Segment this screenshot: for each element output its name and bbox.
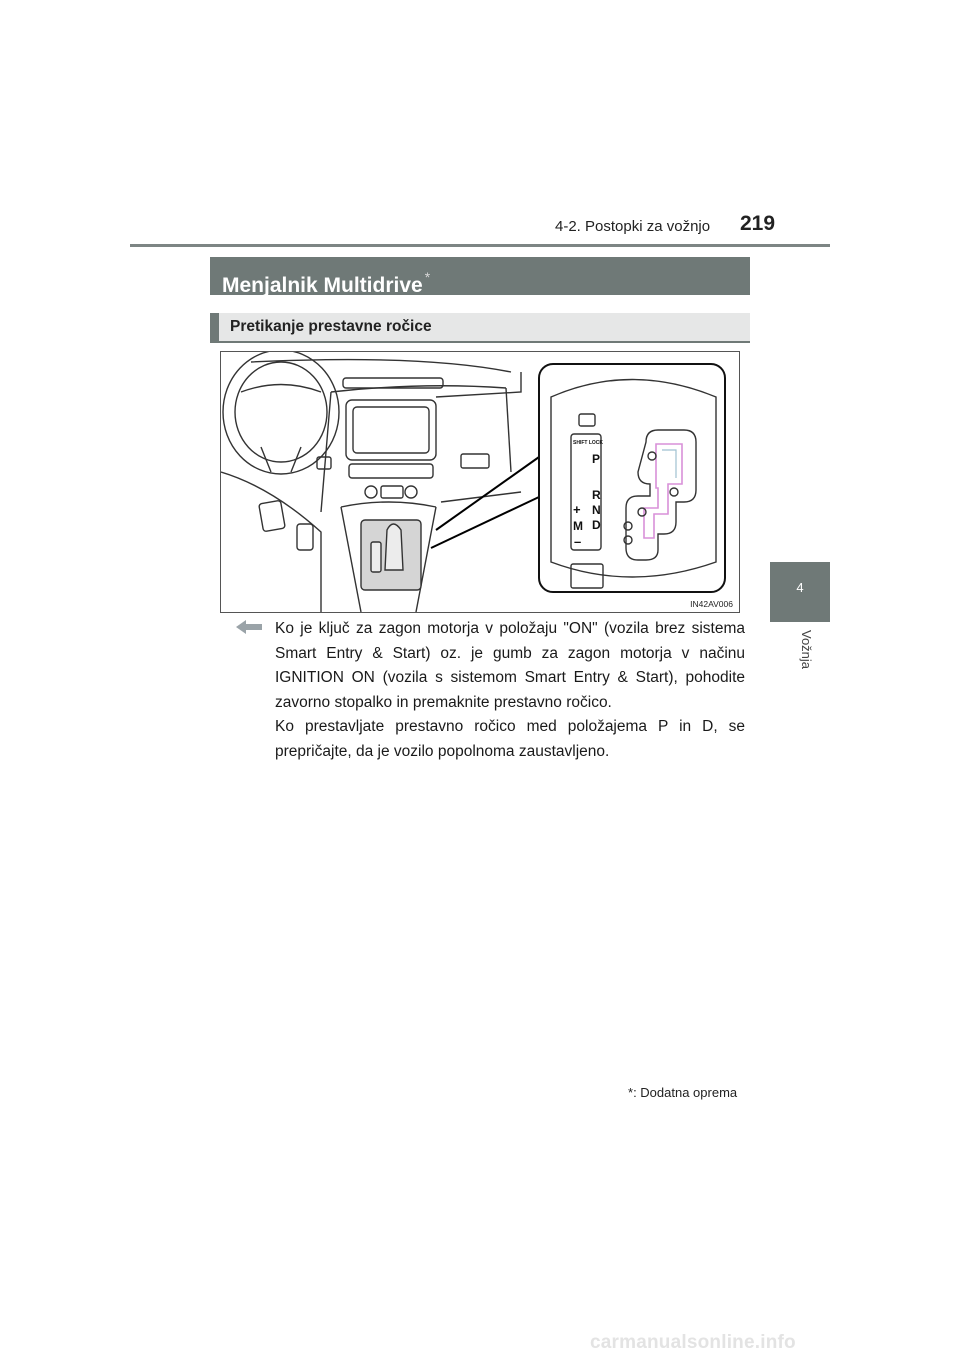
gear-d-label: D — [592, 518, 601, 532]
subsection-title: Pretikanje prestavne ročice — [210, 313, 750, 341]
shift-gate — [626, 430, 696, 560]
instruction-paragraph: Ko je ključ za zagon motorja v položaju "ON" (vozila brez sistema Smart Entry & Start) oz. je gumb za zagon motorja v načinu IGNITION ON (vozila s sistemom Smart Entry & Start), pohodite zavorno stopalko in premaknite prestavno ročico. — [275, 620, 745, 711]
gear-r-label: R — [592, 488, 601, 502]
gear-n-label: N — [592, 503, 601, 517]
dashboard-drawing — [221, 352, 739, 612]
gear-p-label: P — [592, 452, 601, 466]
shift-lock-label: SHIFT LOCK — [573, 440, 603, 446]
section-title-text: Menjalnik Multidrive — [222, 274, 423, 297]
page-number: 219 — [740, 212, 776, 235]
optional-equipment-marker: * — [424, 269, 431, 285]
header-section-title: 4-2. Postopki za vožnjo — [555, 218, 711, 235]
footnote — [628, 1085, 737, 1100]
shift-knob — [385, 524, 403, 570]
instruction-text — [275, 617, 745, 764]
section-title — [210, 257, 750, 295]
left-arrow-icon — [236, 620, 262, 634]
illustration-code: IN42AV006 — [690, 599, 733, 609]
shift-lever-illustration — [220, 351, 740, 613]
pedal — [259, 500, 286, 531]
gear-plus-label: + — [573, 502, 581, 517]
footnote-marker: * — [628, 1085, 634, 1100]
chapter-tab — [770, 562, 830, 622]
chapter-number: 4 — [796, 580, 804, 595]
watermark: carmanualsonline.info — [590, 1332, 796, 1353]
caution-paragraph: Ko prestavljate prestavno ročico med položajema P in D, se prepričajte, da je vozilo popolnoma zaustavljeno. — [275, 718, 745, 760]
steering-wheel — [223, 352, 339, 474]
gear-minus-label: – — [574, 534, 582, 549]
header-divider — [130, 244, 830, 247]
gear-m-label: M — [573, 519, 583, 533]
chapter-name: Vožnja — [799, 630, 814, 670]
inset-frame — [539, 364, 725, 592]
subsection-divider — [210, 341, 750, 343]
footnote-text: : Dodatna oprema — [633, 1085, 738, 1100]
infotainment-screen — [353, 407, 429, 453]
